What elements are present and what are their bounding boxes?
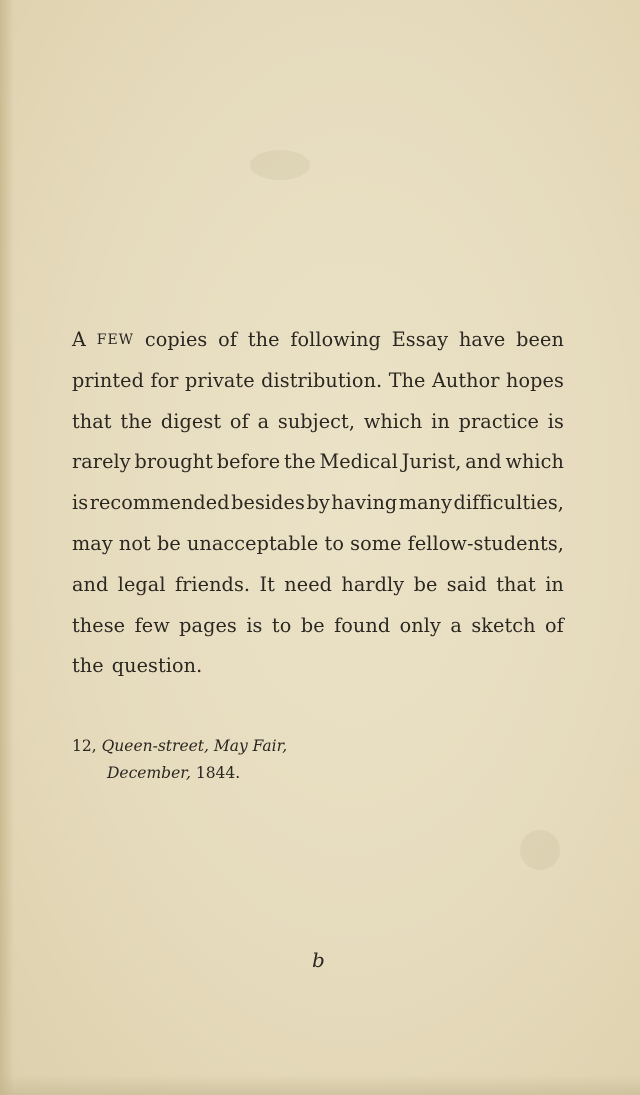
signature-mark: b (312, 948, 325, 972)
word: in (545, 572, 564, 596)
word: copies (144, 328, 208, 351)
page-left-edge-shadow (0, 0, 14, 1095)
word: the (283, 450, 316, 474)
date-year: 1844. (195, 764, 241, 782)
word: of (229, 409, 249, 433)
word: only (399, 613, 441, 637)
text-line (72, 524, 564, 565)
word: to (271, 613, 292, 637)
word: the (120, 409, 153, 433)
word: fellow-students, (407, 531, 564, 555)
text-line (72, 606, 564, 647)
address-street: Queen-street, (101, 737, 209, 755)
preface-paragraph (72, 320, 564, 687)
word: a (257, 409, 270, 433)
word: that (496, 572, 536, 596)
word: digest (160, 409, 222, 433)
word: of (218, 328, 238, 351)
word: and (72, 572, 109, 596)
word: before (216, 450, 281, 474)
word: besides (231, 491, 305, 515)
word: the (247, 328, 280, 351)
word: Author (431, 368, 500, 392)
word: Jurist, (401, 450, 462, 474)
word-small-caps: FEW (96, 332, 135, 348)
word: following (290, 328, 381, 351)
word: many (398, 491, 453, 515)
word: A (72, 328, 86, 351)
address-district: May Fair, (213, 737, 288, 755)
word: been (516, 328, 564, 351)
text-line (72, 402, 564, 443)
word: brought (134, 450, 213, 474)
word: Essay (391, 328, 449, 351)
page-bottom-edge-shadow (0, 1075, 640, 1095)
word: need (284, 572, 333, 596)
word: said (446, 572, 487, 596)
word: unacceptable (186, 531, 319, 555)
word: have (458, 328, 506, 351)
word: difficulties, (453, 491, 564, 515)
word: is (72, 491, 89, 515)
date-month: December, (107, 764, 191, 782)
word: subject, (277, 409, 356, 433)
word: the (72, 654, 104, 678)
word: friends. (174, 572, 251, 596)
paper-stain (520, 830, 560, 870)
word: rarely (72, 450, 131, 474)
word: by (306, 491, 330, 515)
word: hopes (506, 368, 564, 392)
word: may (72, 531, 113, 555)
word: in (431, 409, 450, 433)
word: question. (111, 654, 203, 678)
word: recommended (89, 491, 230, 515)
word: be (300, 613, 325, 637)
word: practice (458, 409, 540, 433)
word: printed (72, 368, 144, 392)
text-line (72, 361, 564, 402)
word: legal (117, 572, 166, 596)
word: distribution. (261, 368, 383, 392)
word: found (334, 613, 391, 637)
word: that (72, 409, 112, 433)
word: these (72, 613, 126, 637)
address-line (72, 733, 287, 760)
word: private (185, 368, 255, 392)
date-line (72, 760, 287, 787)
address-number: 12, (72, 737, 97, 755)
word: hardly (341, 572, 405, 596)
text-line (72, 320, 564, 361)
word: having (331, 491, 398, 515)
word: for (150, 368, 179, 392)
text-line (72, 442, 564, 483)
word: Medical (319, 450, 398, 474)
text-line (72, 646, 564, 687)
word: The (388, 368, 426, 392)
word: It (259, 572, 275, 596)
word: not (118, 531, 151, 555)
word: some (350, 531, 402, 555)
word: be (413, 572, 438, 596)
dateline-address (72, 733, 287, 787)
text-line (72, 565, 564, 606)
word: is (547, 409, 564, 433)
word: is (246, 613, 263, 637)
word: few (134, 613, 170, 637)
paper-stain (250, 150, 310, 180)
word: to (324, 531, 344, 555)
word: pages (179, 613, 237, 637)
word: which (505, 450, 564, 474)
text-line (72, 483, 564, 524)
word: which (363, 409, 423, 433)
word: and (465, 450, 502, 474)
word: be (156, 531, 181, 555)
word: of (545, 613, 564, 637)
word: a (450, 613, 462, 637)
word: sketch (471, 613, 536, 637)
